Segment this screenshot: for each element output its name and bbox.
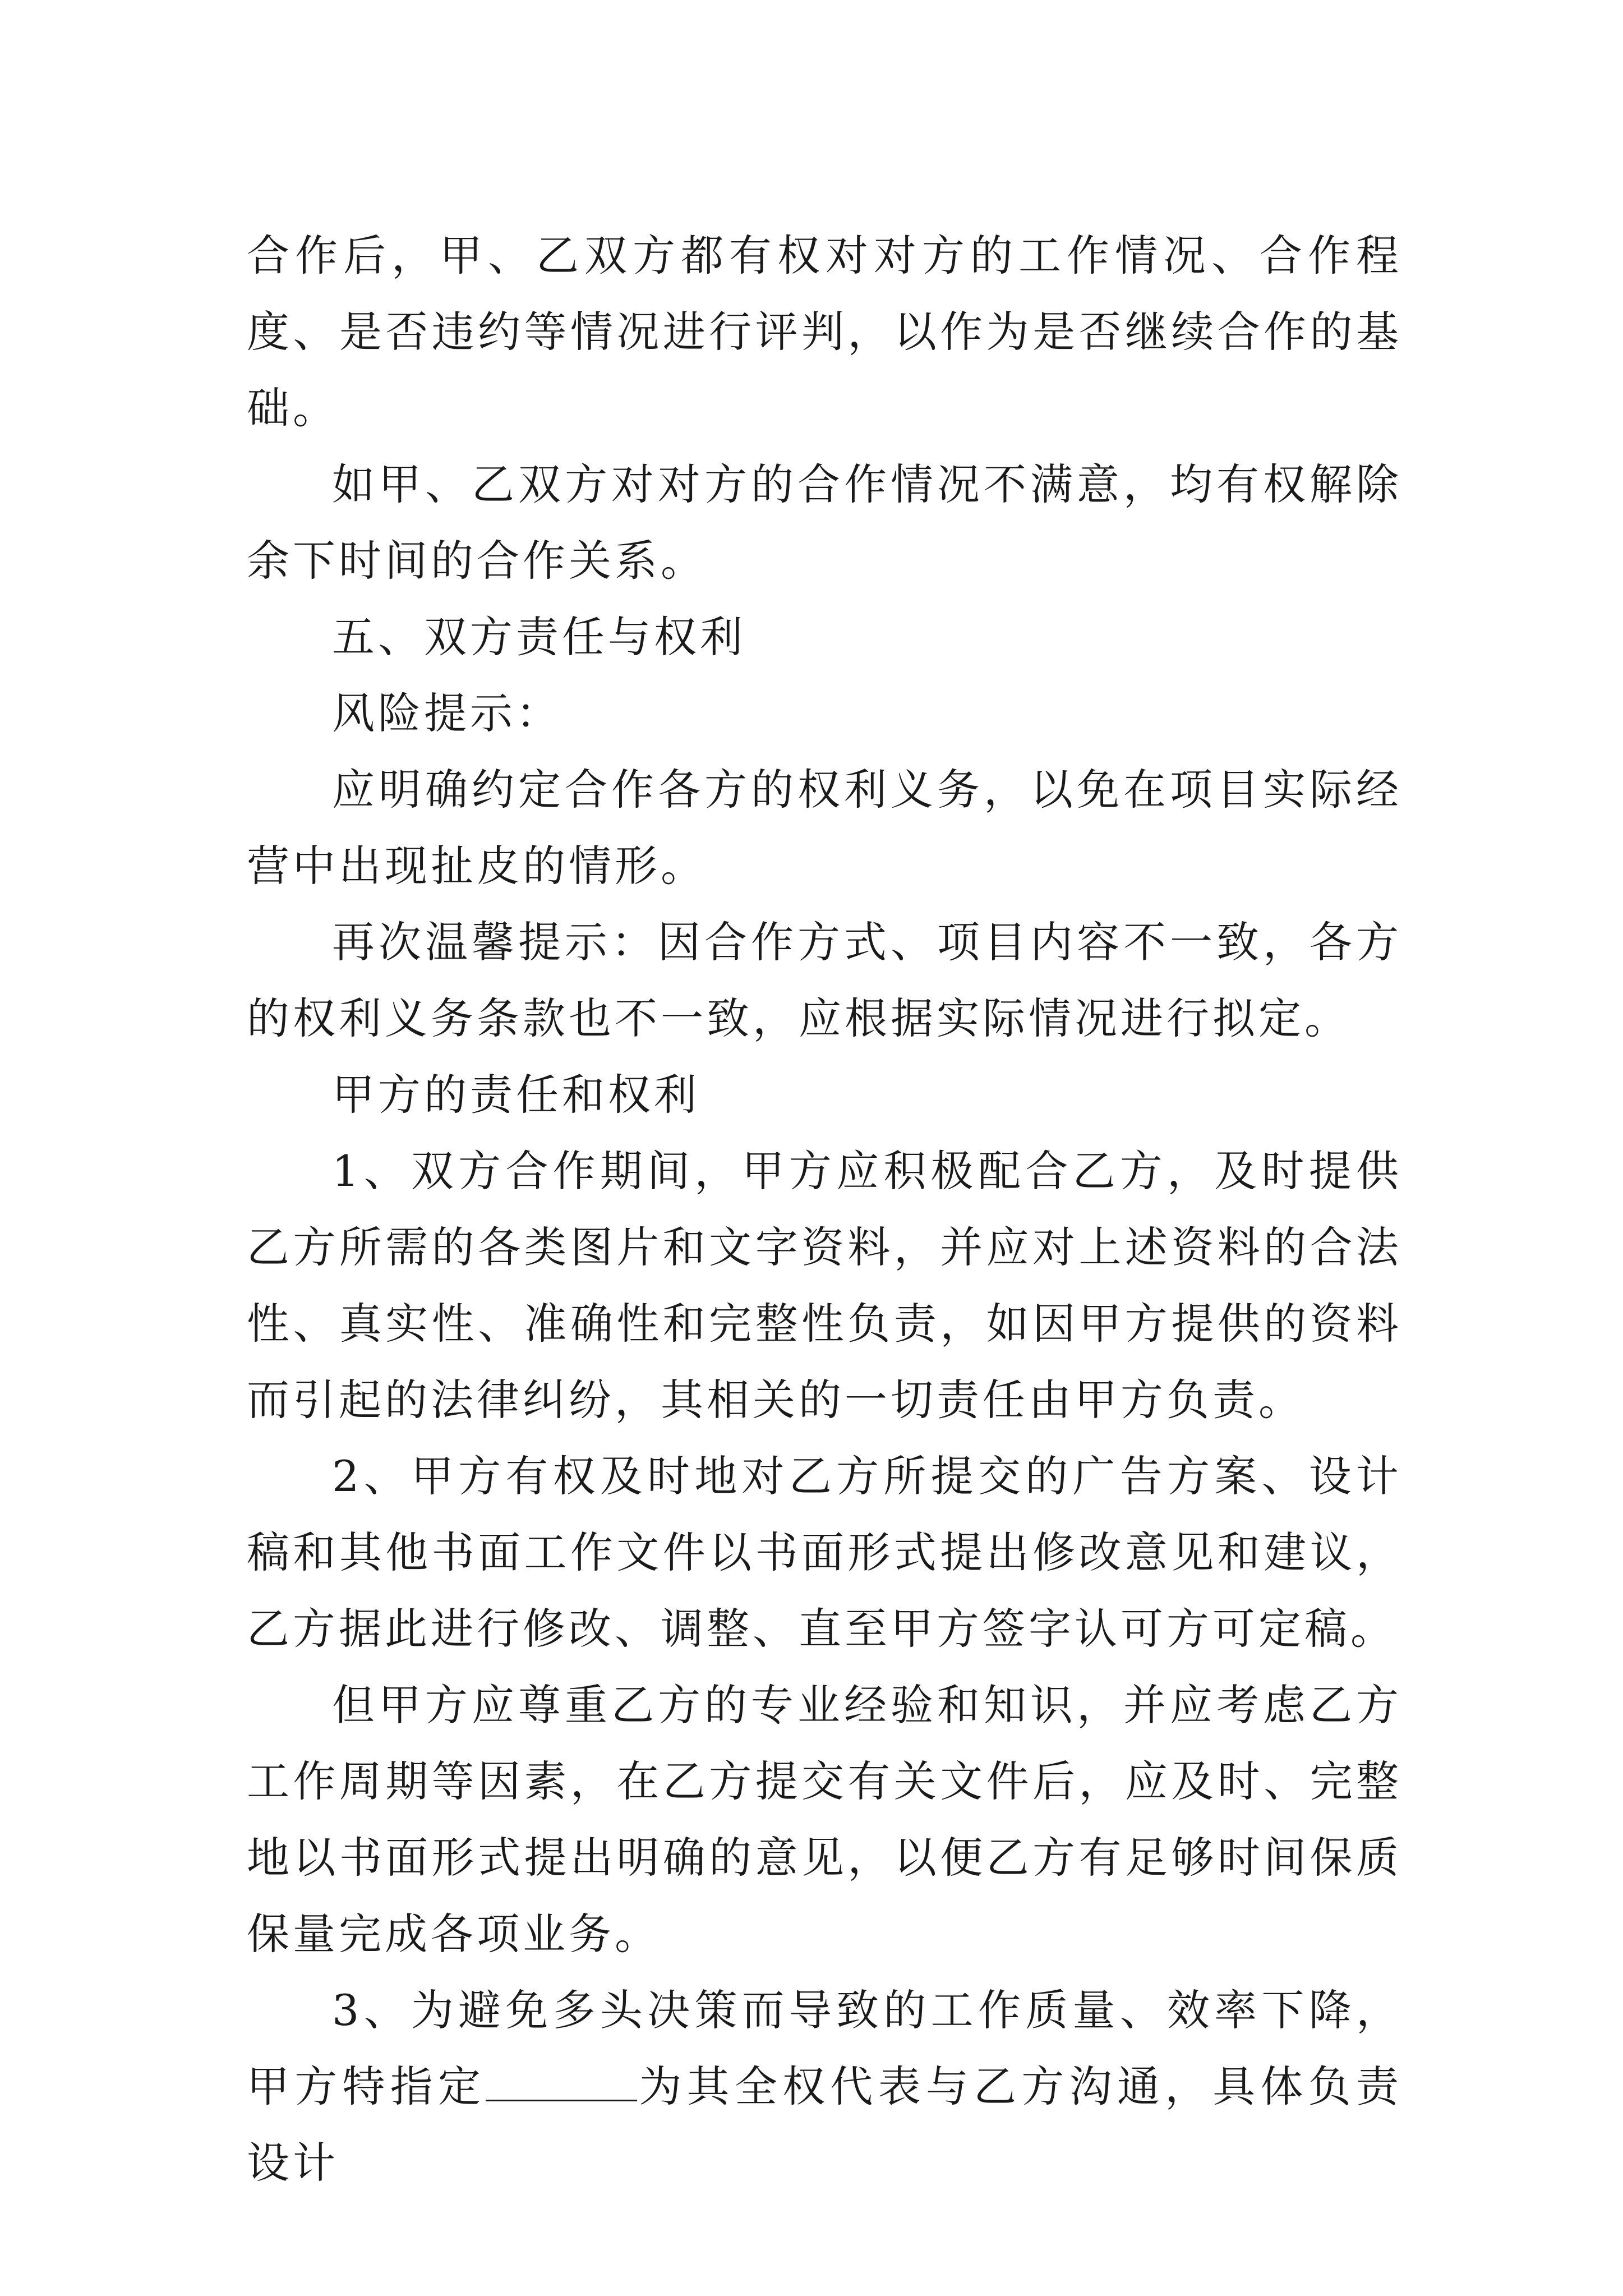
clause-3-before: 3、为避免多头决策而导致的工作质量、效率下降，甲方特指定 [247,1985,1402,2111]
paragraph-risk-notice: 应明确约定合作各方的权利义务，以免在项目实际经营中出现扯皮的情形。 [247,765,1402,891]
clause-3-after: 为其全权代表与乙方沟通，具体负责设计 [247,2062,1403,2188]
section-heading-responsibilities: 五、双方责任与权利 [332,612,746,662]
subheading-party-a: 甲方的责任和权利 [332,1070,700,1120]
paragraph-reminder: 再次温馨提示：因合作方式、项目内容不一致，各方的权利义务条款也不一致，应根据实际情况进行拟定。 [247,917,1402,1043]
risk-notice-label: 风险提示： [332,688,562,738]
clause-2: 2、甲方有权及时地对乙方所提交的广告方案、设计稿和其他书面工作文件以书面形式提出修改意见和建议，乙方据此进行修改、调整、直至甲方签字认可方可定稿。 [247,1451,1402,1654]
paragraph-termination: 如甲、乙双方对对方的合作情况不满意，均有权解除余下时间的合作关系。 [247,459,1402,586]
document-body [247,218,1402,2201]
clause-3 [247,1972,1402,2201]
paragraph-evaluation: 合作后，甲、乙双方都有权对对方的工作情况、合作程度、是否违约等情况进行评判，以作为是否继续合作的基础。 [247,231,1402,433]
blank-field [486,2066,637,2101]
clause-1: 1、双方合作期间，甲方应积极配合乙方，及时提供乙方所需的各类图片和文字资料，并应对上述资料的合法性、真实性、准确性和完整性负责，如因甲方提供的资料而引起的法律纠纷，其相关的一切责任由甲方负责。 [247,1146,1402,1425]
paragraph-respect-expertise: 但甲方应尊重乙方的专业经验和知识，并应考虑乙方工作周期等因素，在乙方提交有关文件后，应及时、完整地以书面形式提出明确的意见，以便乙方有足够时间保质保量完成各项业务。 [247,1680,1402,1959]
